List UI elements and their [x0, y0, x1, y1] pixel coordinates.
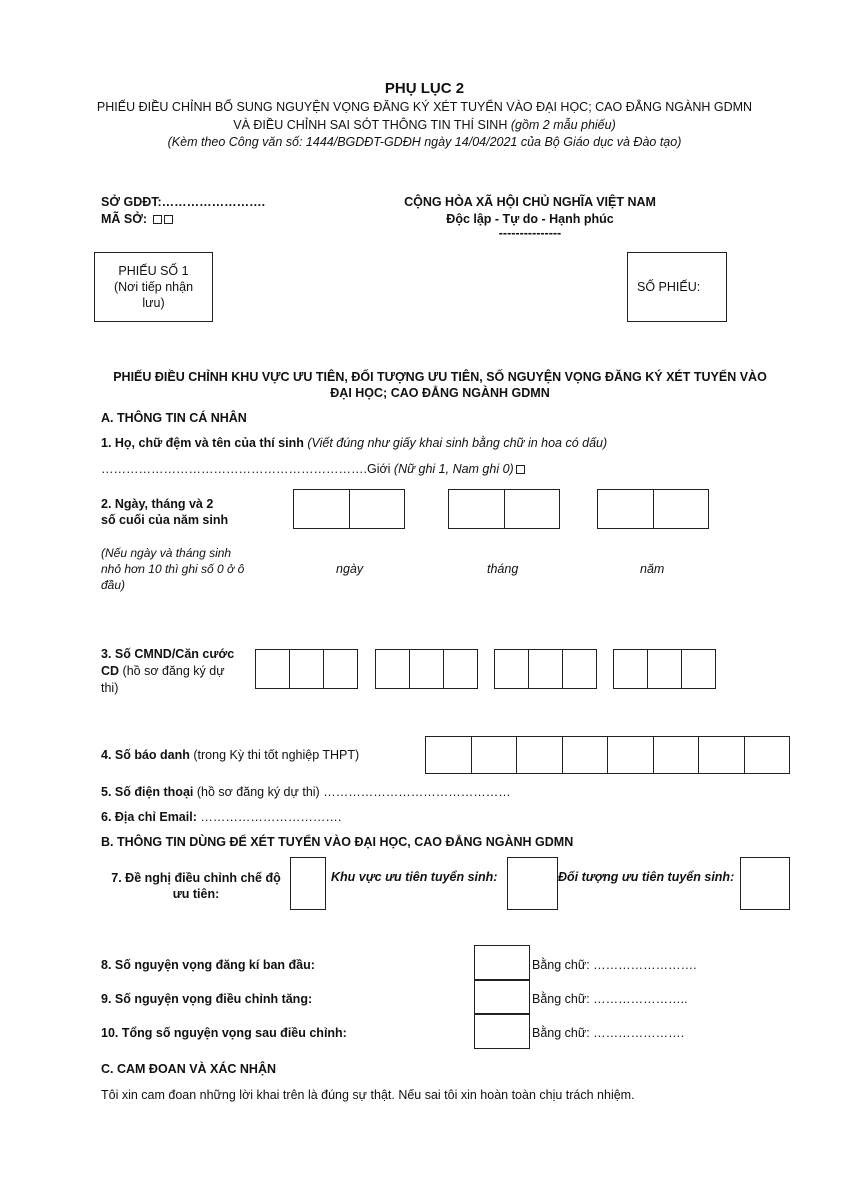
id-number-group-4[interactable]	[613, 649, 716, 689]
q7-label-line-1: 7. Đề nghị điều chỉnh chế độ	[111, 871, 281, 885]
q2-label-line-1: 2. Ngày, tháng và 2	[101, 497, 214, 511]
phieu-so-line-3: lưu)	[142, 296, 165, 310]
q10-words-field[interactable]: Bằng chữ: ………………….	[532, 1026, 685, 1040]
priority-target-box[interactable]	[740, 857, 790, 910]
q10-number-box[interactable]	[474, 1013, 530, 1049]
label-year: năm	[640, 562, 665, 576]
reference-note: (Kèm theo Công văn số: 1444/BGDĐT-GDĐH ngày 14/04/2021 của Bộ Giáo dục và Đào tạo)	[167, 135, 682, 149]
q8-number-box[interactable]	[474, 945, 530, 981]
label-month: tháng	[487, 562, 519, 576]
ma-so-box-1[interactable]	[153, 215, 162, 224]
so-gddt-field[interactable]: SỞ GDĐT:…………………….	[101, 195, 266, 209]
q1-note: (Viết đúng như giấy khai sinh bằng chữ in hoa có dấu)	[303, 436, 608, 450]
gender-box[interactable]	[516, 465, 525, 474]
q1-name-field[interactable]	[101, 462, 525, 476]
q1-label: 1. Họ, chữ đệm và tên của thí sinh	[101, 436, 304, 450]
q7-target-label: Đối tượng ưu tiên tuyển sinh:	[558, 870, 735, 884]
subtitle-line-2-note: (gồm 2 mẫu phiếu)	[510, 118, 616, 132]
subtitle-line-2	[0, 118, 849, 132]
form-title-line-1: PHIẾU ĐIỀU CHỈNH KHU VỰC ƯU TIÊN, ĐỐI TƯỢNG ƯU TIÊN, SỐ NGUYỆN VỌNG ĐĂNG KÝ XÉT TUYỂN VÀO	[113, 370, 767, 384]
q2-label-line-2: số cuối của năm sinh	[101, 513, 229, 527]
section-b-heading: B. THÔNG TIN DÙNG ĐỂ XÉT TUYỂN VÀO ĐẠI HỌC, CAO ĐẲNG NGÀNH GDMN	[101, 835, 574, 849]
q3-label-line-3: thi)	[101, 681, 119, 695]
q7-label-line-2: ưu tiên:	[172, 887, 220, 901]
so-phieu-label: SỐ PHIẾU:	[637, 280, 701, 294]
q9-words-field[interactable]: Bằng chữ: …………………..	[532, 992, 688, 1006]
q7-label	[101, 870, 291, 902]
ma-so-label: MÃ SỞ:	[101, 212, 148, 226]
q7-option-box[interactable]	[290, 857, 326, 910]
motto-underline: ---------------	[498, 226, 562, 240]
subtitle-line-1: PHIẾU ĐIỀU CHỈNH BỔ SUNG NGUYỆN VỌNG ĐĂNG KÝ XÉT TUYỂN VÀO ĐẠI HỌC; CAO ĐẲNG NGÀNH GDMN	[96, 100, 753, 114]
nation-motto: Độc lập - Tự do - Hạnh phúc	[446, 212, 614, 226]
q2-note-line-2: nhỏ hơn 10 thì ghi số 0 ở ô	[101, 562, 245, 576]
q5-label: 5. Số điện thoại	[101, 785, 194, 799]
so-phieu-box[interactable]	[627, 252, 727, 322]
label-day: ngày	[336, 562, 364, 576]
phieu-so-line-2: (Nơi tiếp nhận	[113, 280, 194, 294]
section-a-heading: A. THÔNG TIN CÁ NHÂN	[101, 411, 247, 425]
nation-name: CỘNG HÒA XÃ HỘI CHỦ NGHĨA VIỆT NAM	[404, 195, 656, 209]
q6-dots: …………………………….	[196, 810, 342, 824]
q9-label: 9. Số nguyện vọng điều chỉnh tăng:	[101, 992, 313, 1006]
q4-label: 4. Số báo danh	[101, 748, 190, 762]
q4-note: (trong Kỳ thi tốt nghiệp THPT)	[189, 748, 360, 762]
q7-area-label: Khu vực ưu tiên tuyển sinh:	[331, 870, 498, 884]
commitment-statement: Tôi xin cam đoan những lời khai trên là đúng sự thật. Nếu sai tôi xin hoàn toàn chịu trách nhiệm.	[101, 1088, 635, 1102]
ma-so-box-2[interactable]	[164, 215, 173, 224]
q3-label-rest: (hồ sơ đăng ký dự	[119, 664, 225, 678]
id-number-group-1[interactable]	[255, 649, 358, 689]
id-number-group-3[interactable]	[494, 649, 597, 689]
phone-field[interactable]	[101, 785, 511, 799]
id-number-group-2[interactable]	[375, 649, 478, 689]
q10-label: 10. Tổng số nguyện vọng sau điều chỉnh:	[101, 1026, 347, 1040]
phieu-so-box	[94, 252, 213, 322]
q2-label	[101, 496, 228, 528]
q3-label-line-1: 3. Số CMND/Căn cước	[101, 647, 235, 661]
q1-name-dots: ……………………………………………………….Giới	[101, 462, 391, 476]
priority-area-box[interactable]	[507, 857, 558, 910]
birth-month-boxes[interactable]	[448, 489, 560, 529]
q1-label-row	[101, 436, 607, 450]
birth-year-boxes[interactable]	[597, 489, 709, 529]
page-title: PHỤ LỤC 2	[384, 80, 465, 97]
q1-gender-note: (Nữ ghi 1, Nam ghi 0)	[390, 462, 514, 476]
q9-number-box[interactable]	[474, 979, 530, 1015]
email-field[interactable]	[101, 810, 341, 824]
ma-so-field[interactable]	[101, 212, 173, 226]
q6-label: 6. Địa chỉ Email:	[101, 810, 197, 824]
birth-day-boxes[interactable]	[293, 489, 405, 529]
q2-note-line-1: (Nếu ngày và tháng sinh	[101, 546, 232, 560]
section-c-heading: C. CAM ĐOAN VÀ XÁC NHẬN	[101, 1062, 276, 1076]
q5-note: (hồ sơ đăng ký dự thi) ………………………………………	[193, 785, 511, 799]
q4-label-row	[101, 748, 359, 762]
q8-label: 8. Số nguyện vọng đăng kí ban đầu:	[101, 958, 315, 972]
subtitle-line-2-main: VÀ ĐIỀU CHỈNH SAI SÓT THÔNG TIN THÍ SINH	[233, 118, 511, 132]
q3-label	[101, 646, 234, 697]
phieu-so-line-1: PHIẾU SỐ 1	[118, 264, 189, 278]
q3-label-cd: CD	[101, 664, 120, 678]
q8-words-field[interactable]: Bằng chữ: …………………….	[532, 958, 697, 972]
candidate-number-boxes[interactable]	[425, 736, 790, 774]
q2-note-line-3: đầu)	[101, 578, 126, 592]
form-title-line-2: ĐẠI HỌC; CAO ĐẲNG NGÀNH GDMN	[330, 386, 550, 400]
q2-note	[101, 545, 244, 593]
